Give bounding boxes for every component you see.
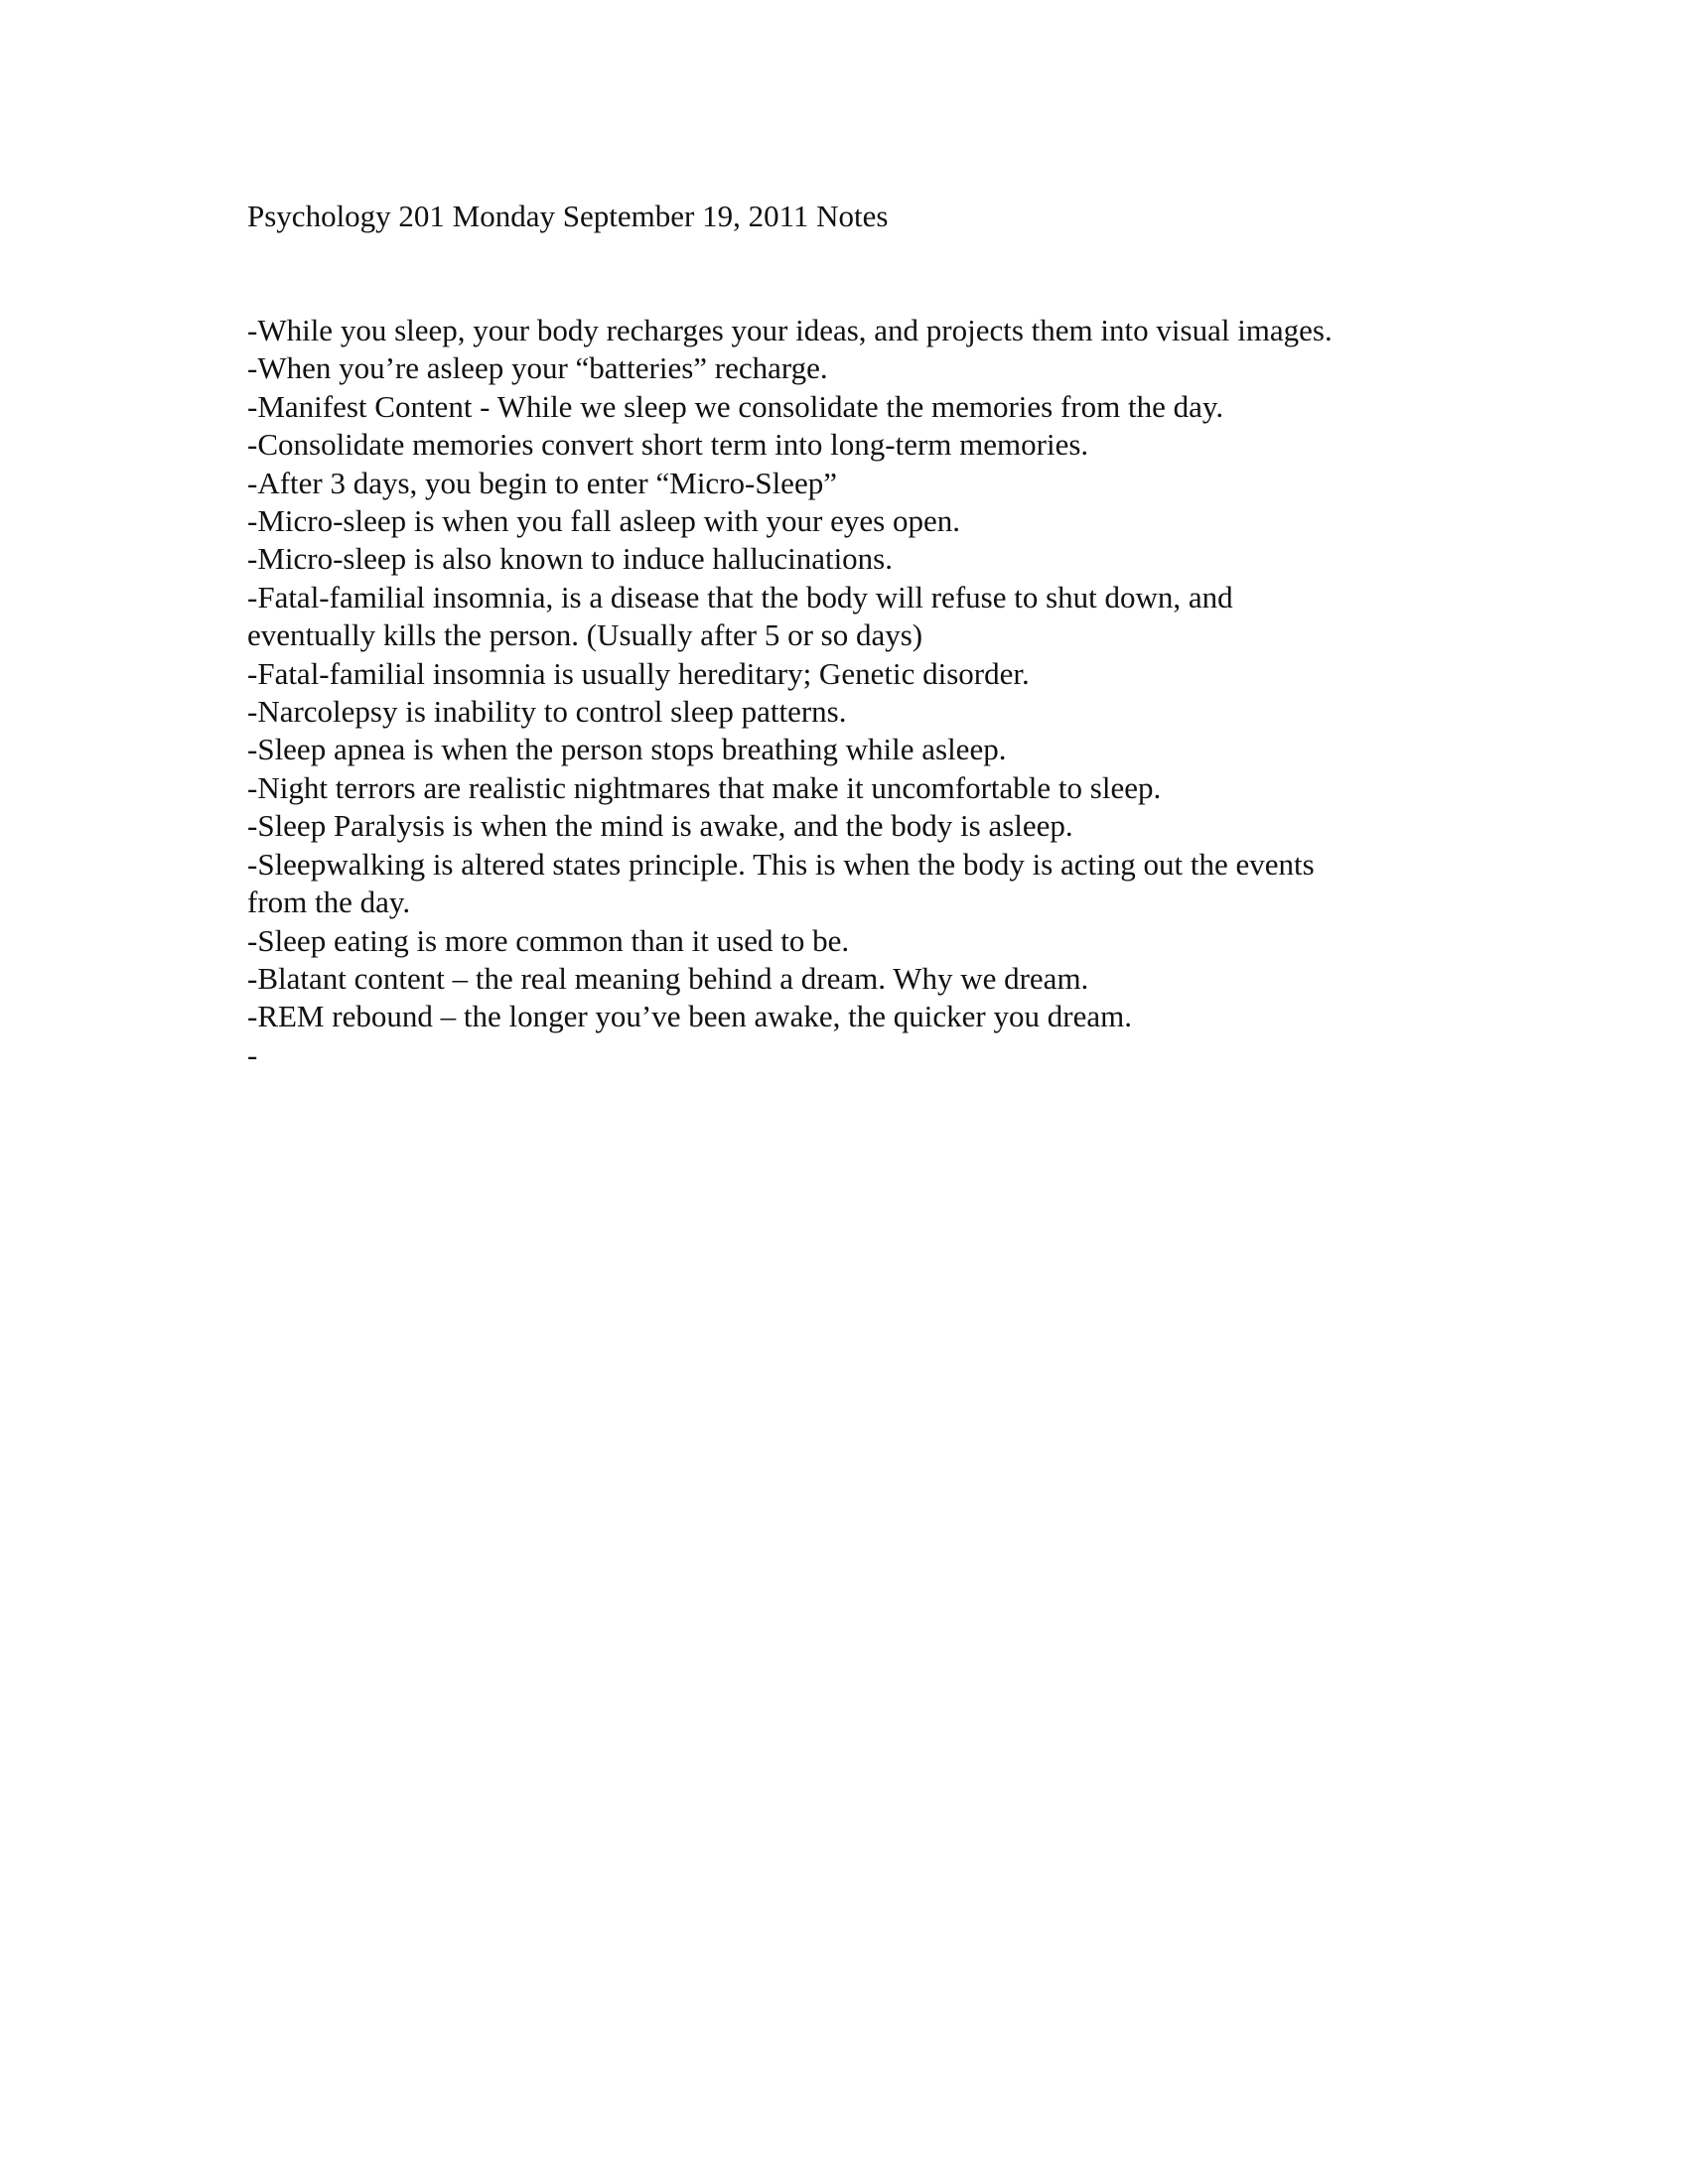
note-line: -Blatant content – the real meaning behind a dream. Why we dream.: [247, 960, 1089, 996]
note-line: -Fatal-familial insomnia, is a disease that the body will refuse to shut down, and: [247, 579, 1233, 614]
document-title: Psychology 201 Monday September 19, 2011 Notes: [247, 199, 889, 233]
note-line: -Manifest Content - While we sleep we consolidate the memories from the day.: [247, 388, 1224, 424]
note-line: -Sleepwalking is altered states principle. This is when the body is acting out the events: [247, 846, 1315, 882]
note-line: -Micro-sleep is also known to induce hallucinations.: [247, 541, 894, 577]
note-line: -Fatal-familial insomnia is usually hereditary; Genetic disorder.: [247, 655, 1030, 691]
note-line: -Consolidate memories convert short term into long-term memories.: [247, 427, 1089, 463]
note-line: from the day.: [247, 885, 411, 920]
note-line: -Sleep eating is more common than it used to be.: [247, 922, 850, 958]
note-line: -REM rebound – the longer you’ve been awake, the quicker you dream.: [247, 999, 1132, 1034]
note-line: -Sleep Paralysis is when the mind is awake, and the body is asleep.: [247, 808, 1073, 844]
note-line: -Night terrors are realistic nightmares that make it uncomfortable to sleep.: [247, 769, 1162, 805]
note-line: -Narcolepsy is inability to control sleep patterns.: [247, 694, 847, 730]
note-line: -Sleep apnea is when the person stops breathing while asleep.: [247, 732, 1007, 767]
note-line: -While you sleep, your body recharges your ideas, and projects them into visual images.: [247, 313, 1333, 347]
note-line: -After 3 days, you begin to enter “Micro-Sleep”: [247, 465, 837, 500]
note-line: -Micro-sleep is when you fall asleep with your eyes open.: [247, 503, 960, 539]
note-line: -: [247, 1036, 258, 1072]
note-line: eventually kills the person. (Usually after 5 or so days): [247, 617, 923, 653]
note-line: -When you’re asleep your “batteries” recharge.: [247, 350, 828, 386]
notes-body: [247, 312, 1469, 1074]
